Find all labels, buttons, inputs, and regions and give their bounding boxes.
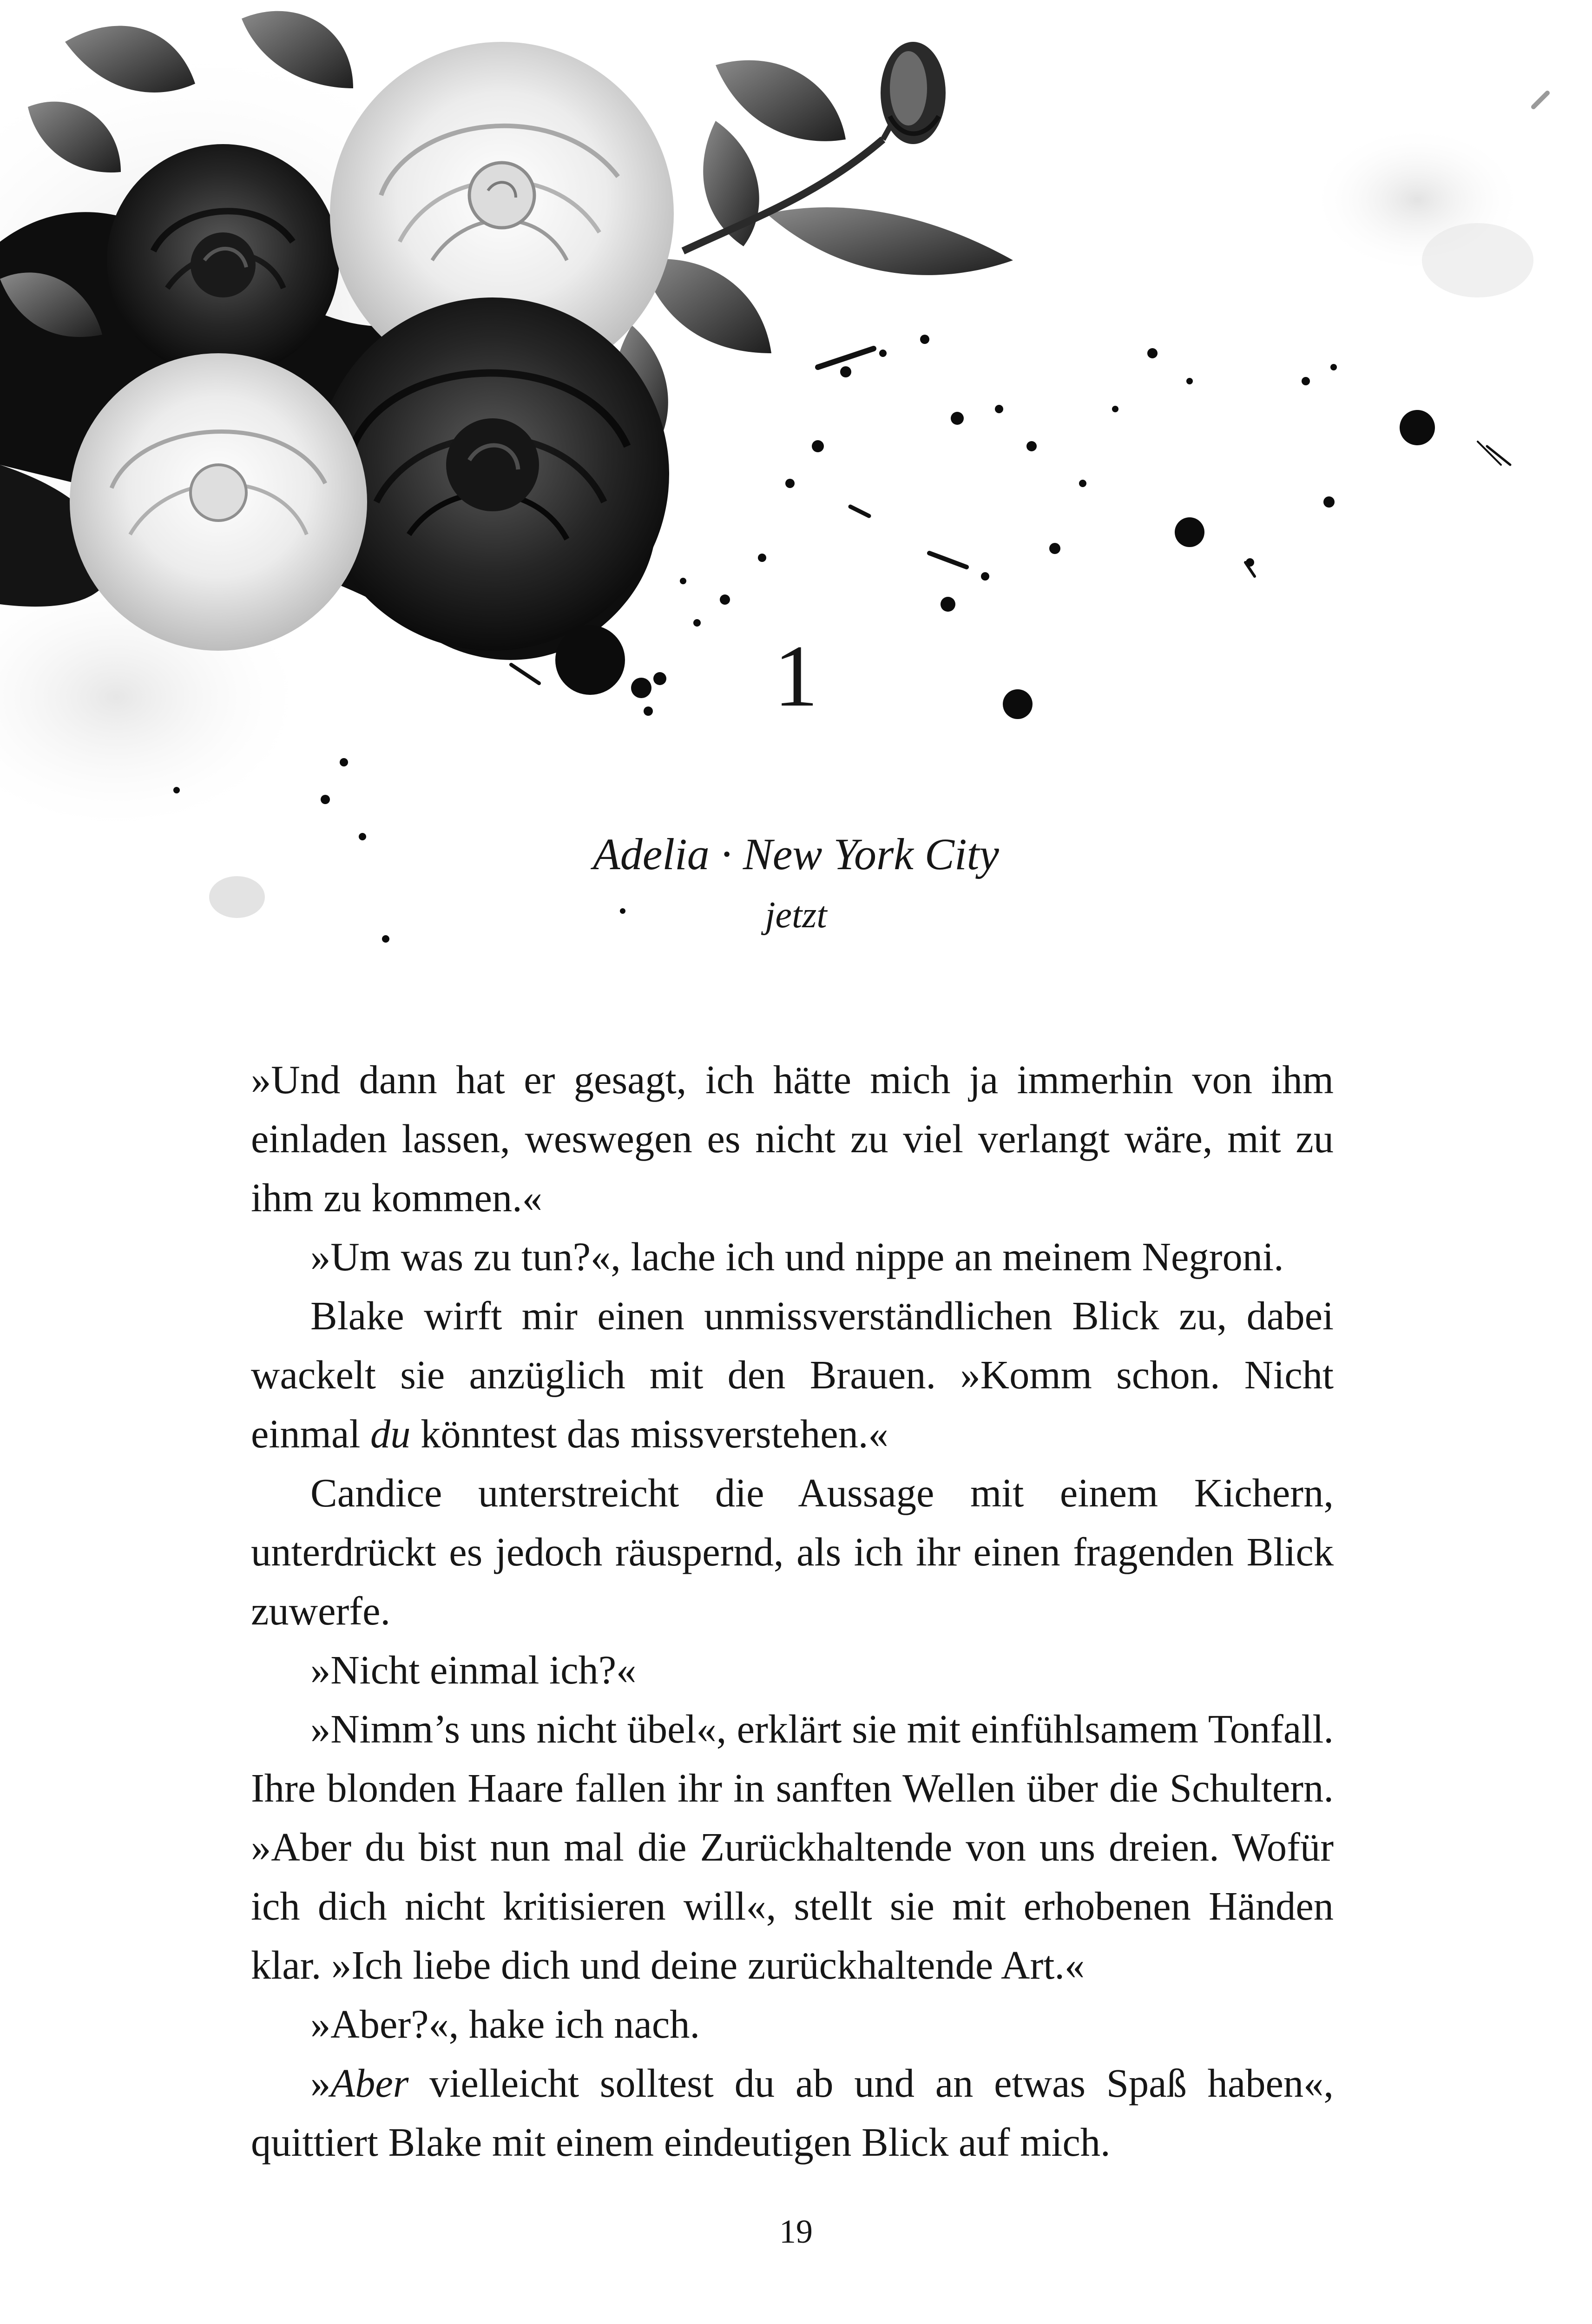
page-number: 19 <box>779 2213 813 2250</box>
paragraph <box>251 2054 1334 2172</box>
chapter-time: jetzt <box>765 895 827 936</box>
paragraph: »Aber?«, hake ich nach. <box>310 2002 700 2047</box>
emphasis: du <box>370 1412 411 1456</box>
emphasis: Aber <box>330 2061 409 2106</box>
chapter-body-text <box>251 1050 1334 2172</box>
chapter-number: 1 <box>774 627 818 725</box>
chapter-pov-location: Adelia · New York City <box>593 829 999 879</box>
paragraph: »Und dann hat er gesagt, ich hätte mich ja immerhin von ihm einladen lassen, weswegen es nicht zu viel verlangt wäre, mit zu ihm zu kommen.« <box>251 1057 1334 1220</box>
paragraph-text: könntest das missverstehen.« <box>410 1412 888 1456</box>
paragraph: »Nimm’s uns nicht übel«, erklärt sie mit einfühlsamem Tonfall. Ihre blonden Haare fallen ihr in sanften Wellen über die Schultern. »Aber du bist nun mal die Zurückhaltende von uns dreien. Wofür ich dich nicht kritisieren will«, stellt sie mit erhobenen Händen klar. »Ich liebe dich und deine zurückhaltende Art.« <box>251 1707 1334 1987</box>
paragraph-text: vielleicht solltest du ab und an etwas Spaß haben«, quittiert Blake mit einem eindeutigen Blick auf mich. <box>251 2061 1334 2165</box>
paragraph-text: Blake wirft mir einen unmissverständlichen Blick zu, dabei wackelt sie anzüglich mit den Brauen. »Komm schon. Nicht einmal <box>251 1294 1334 1456</box>
paragraph: »Nicht einmal ich?« <box>310 1648 637 1692</box>
paragraph: »Um was zu tun?«, lache ich und nippe an meinem Negroni. <box>310 1235 1284 1279</box>
paragraph <box>251 1287 1334 1464</box>
paragraph: Candice unterstreicht die Aussage mit einem Kichern, unterdrückt es jedoch räuspernd, als ich ihr einen fragenden Blick zuwerfe. <box>251 1471 1334 1633</box>
paragraph-text: » <box>310 2061 331 2106</box>
